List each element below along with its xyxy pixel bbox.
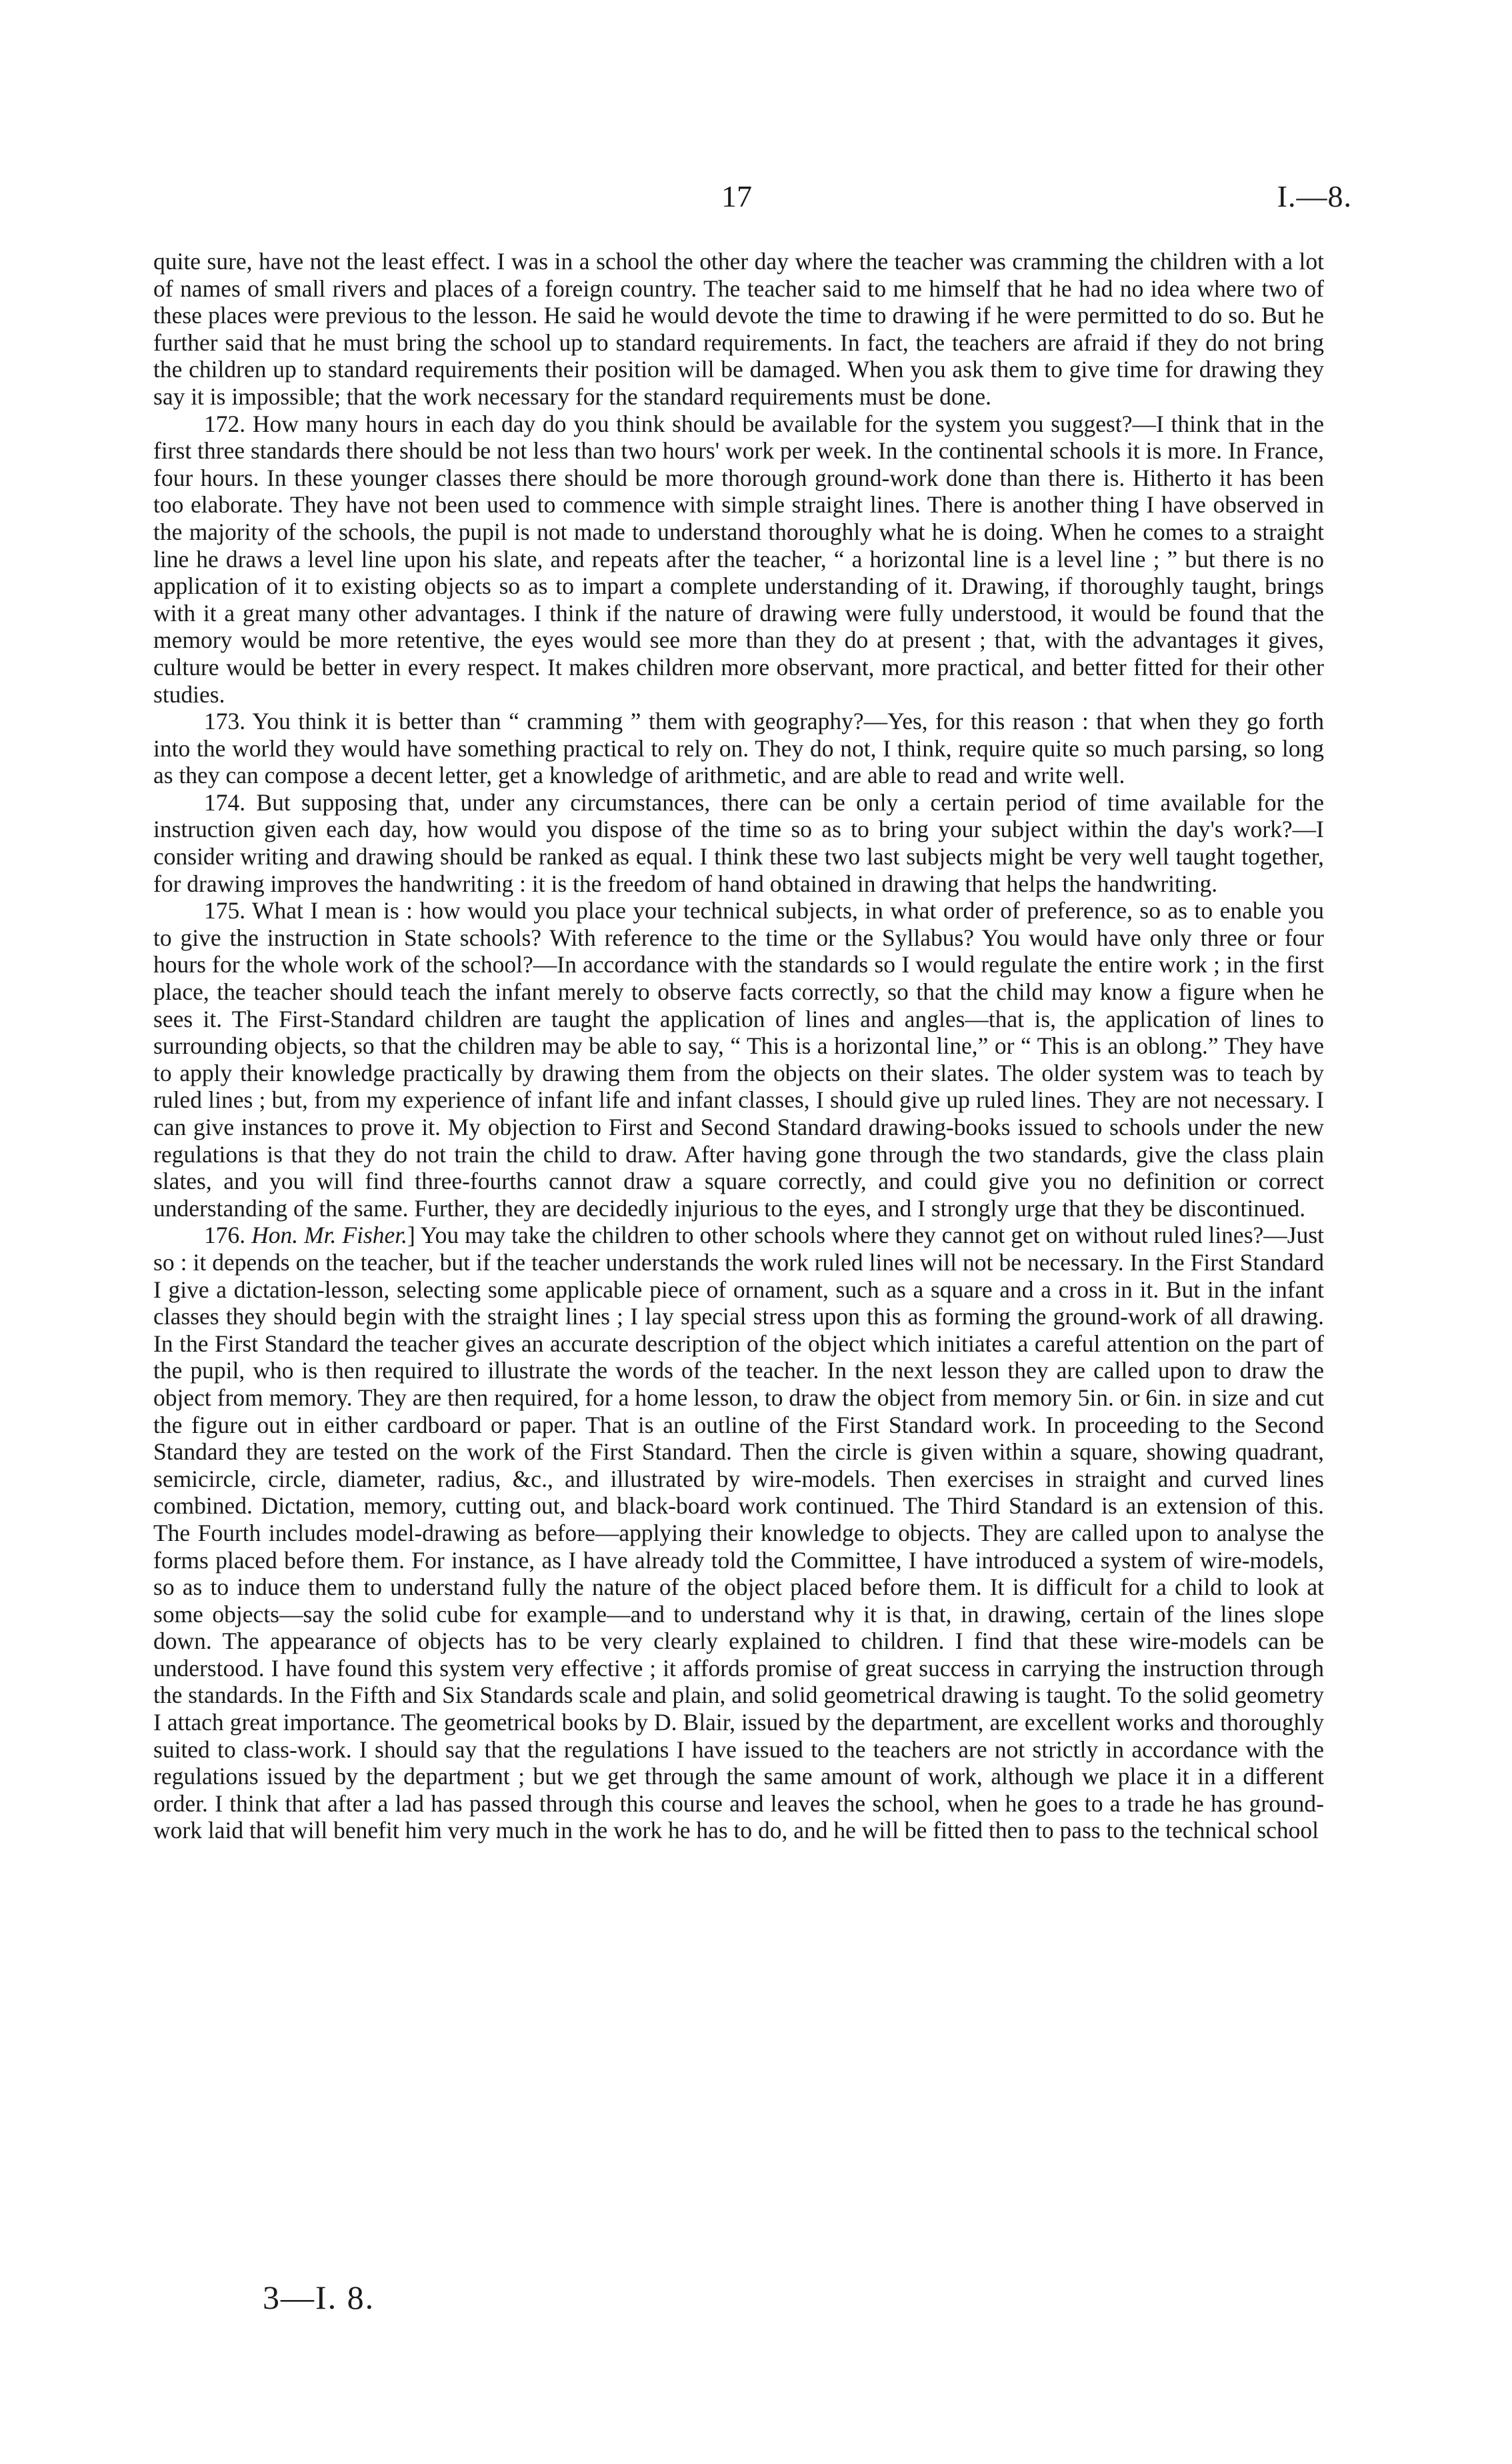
document-reference: I.—8.	[1277, 179, 1352, 213]
speaker-name: Hon. Mr. Fisher.	[251, 1222, 408, 1249]
paragraph-172: 172. How many hours in each day do you think should be available for the system you suggest?—I think that in the first three standards there should be not less than two hours' work per week. In the continental schools it is more. In France, four hours. In these younger classes there should be more thorough ground-work done than there is. Hitherto it has been too elaborate. They have not been used to commence with simple straight lines. There is another thing I have observed in the majority of the schools, the pupil is not made to understand thoroughly what he is doing. When he comes to a straight line he draws a level line upon his slate, and repeats after the teacher, “ a horizontal line is a level line ; ” but there is no application of it to existing objects so as to impart a complete understanding of it. Drawing, if thoroughly taught, brings with it a great many other advantages. I think if the nature of drawing were fully understood, it would be found that the memory would be more retentive, the eyes would see more than they do at present ; that, with the advantages it gives, culture would be better in every respect. It makes children more observant, more practical, and better fitted for their other studies.	[153, 410, 1324, 708]
page-number: 17	[721, 179, 752, 213]
paragraph-173: 173. You think it is better than “ cramming ” them with geography?—Yes, for this reason : that when they go forth into the world they would have something practical to rely on. They do not, I think, require quite so much parsing, so long as they can compose a decent letter, get a knowledge of arithmetic, and are able to read and write well.	[153, 708, 1324, 789]
paragraph-175: 175. What I mean is : how would you place your technical subjects, in what order of preference, so as to enable you to give the instruction in State schools? With reference to the time or the Syllabus? You would have only three or four hours for the whole work of the school?—In accordance with the standards so I would regulate the entire work ; in the first place, the teacher should teach the infant merely to observe facts correctly, so that the child may know a figure when he sees it. The First-Standard children are taught the application of lines and angles—that is, the application of lines to surrounding objects, so that the children may be able to say, “ This is a horizontal line,” or “ This is an oblong.” They have to apply their knowledge practically by drawing them from the objects on their slates. The older system was to teach by ruled lines ; but, from my experience of infant life and infant classes, I should give up ruled lines. They are not necessary. I can give instances to prove it. My objection to First and Second Standard drawing-books issued to schools under the new regulations is that they do not train the child to draw. After having gone through the two standards, give the class plain slates, and you will find three-fourths cannot draw a square correctly, and could give you no definition or correct understanding of the same. Further, they are decidedly injurious to the eyes, and I strongly urge that they be discontinued.	[153, 897, 1324, 1222]
paragraph-174: 174. But supposing that, under any circumstances, there can be only a certain period of time available for the instruction given each day, how would you dispose of the time so as to bring your subject within the day's work?—I consider writing and drawing should be ranked as equal. I think these two last subjects might be very well taught together, for drawing improves the handwriting : it is the freedom of hand obtained in drawing that helps the handwriting.	[153, 788, 1324, 897]
paragraph-continuation: quite sure, have not the least effect. I was in a school the other day where the teacher was cramming the children with a lot of names of small rivers and places of a foreign country. The teacher said to me himself that he had no idea where two of these places were previous to the lesson. He said he would devote the time to drawing if he were permitted to do so. But he further said that he must bring the school up to standard requirements. In fact, the teachers are afraid if they do not bring the children up to standard requirements their position will be damaged. When you ask them to give time for drawing they say it is impossible; that the work necessary for the standard requirements must be done.	[153, 248, 1324, 410]
paragraph-176: 176. Hon. Mr. Fisher.] You may take the children to other schools where they cannot get on without ruled lines?—Just so : it depends on the teacher, but if the teacher understands the work ruled lines will not be necessary. In the First Standard I give a dictation-lesson, selecting some applicable piece of ornament, such as a square and a cross in it. But in the infant classes they should begin with the straight lines ; I lay special stress upon this as forming the ground-work of all drawing. In the First Standard the teacher gives an accurate description of the object which initiates a careful attention on the part of the pupil, who is then required to illustrate the words of the teacher. In the next lesson they are called upon to draw the object from memory. They are then required, for a home lesson, to draw the object from memory 5in. or 6in. in size and cut the figure out in either cardboard or paper. That is an outline of the First Standard work. In proceeding to the Second Standard they are tested on the work of the First Standard. Then the circle is given within a square, showing quadrant, semicircle, circle, diameter, radius, &c., and illustrated by wire-models. Then exercises in straight and curved lines combined. Dictation, memory, cutting out, and black-board work continued. The Third Standard is an extension of this. The Fourth includes model-drawing as before—applying their knowledge to objects. They are called upon to analyse the forms placed before them. For instance, as I have already told the Committee, I have introduced a system of wire-models, so as to induce them to understand fully the nature of the object placed before them. It is difficult for a child to look at some objects—say the solid cube for example—and to understand why it is that, in drawing, certain of the lines slope down. The appearance of objects has to be very clearly explained to children. I find that these wire-models can be understood. I have found this system very effective ; it affords promise of great success in carrying the instruction through the standards. In the Fifth and Six Standards scale and plain, and solid geometrical drawing is taught. To the solid geometry I attach great importance. The geometrical books by D. Blair, issued by the department, are excellent works and thoroughly suited to class-work. I should say that the regulations I have issued to the teachers are not strictly in accordance with the regulations issued by the department ; but we get through the same amount of work, although we place it in a different order. I think that after a lad has passed through this course and leaves the school, when he goes to a trade he has ground-work laid that will benefit him very much in the work he has to do, and he will be fitted then to pass to the technical school	[153, 1222, 1325, 1844]
signature-mark: 3—I. 8.	[263, 2279, 375, 2316]
body-text	[153, 248, 1324, 1844]
